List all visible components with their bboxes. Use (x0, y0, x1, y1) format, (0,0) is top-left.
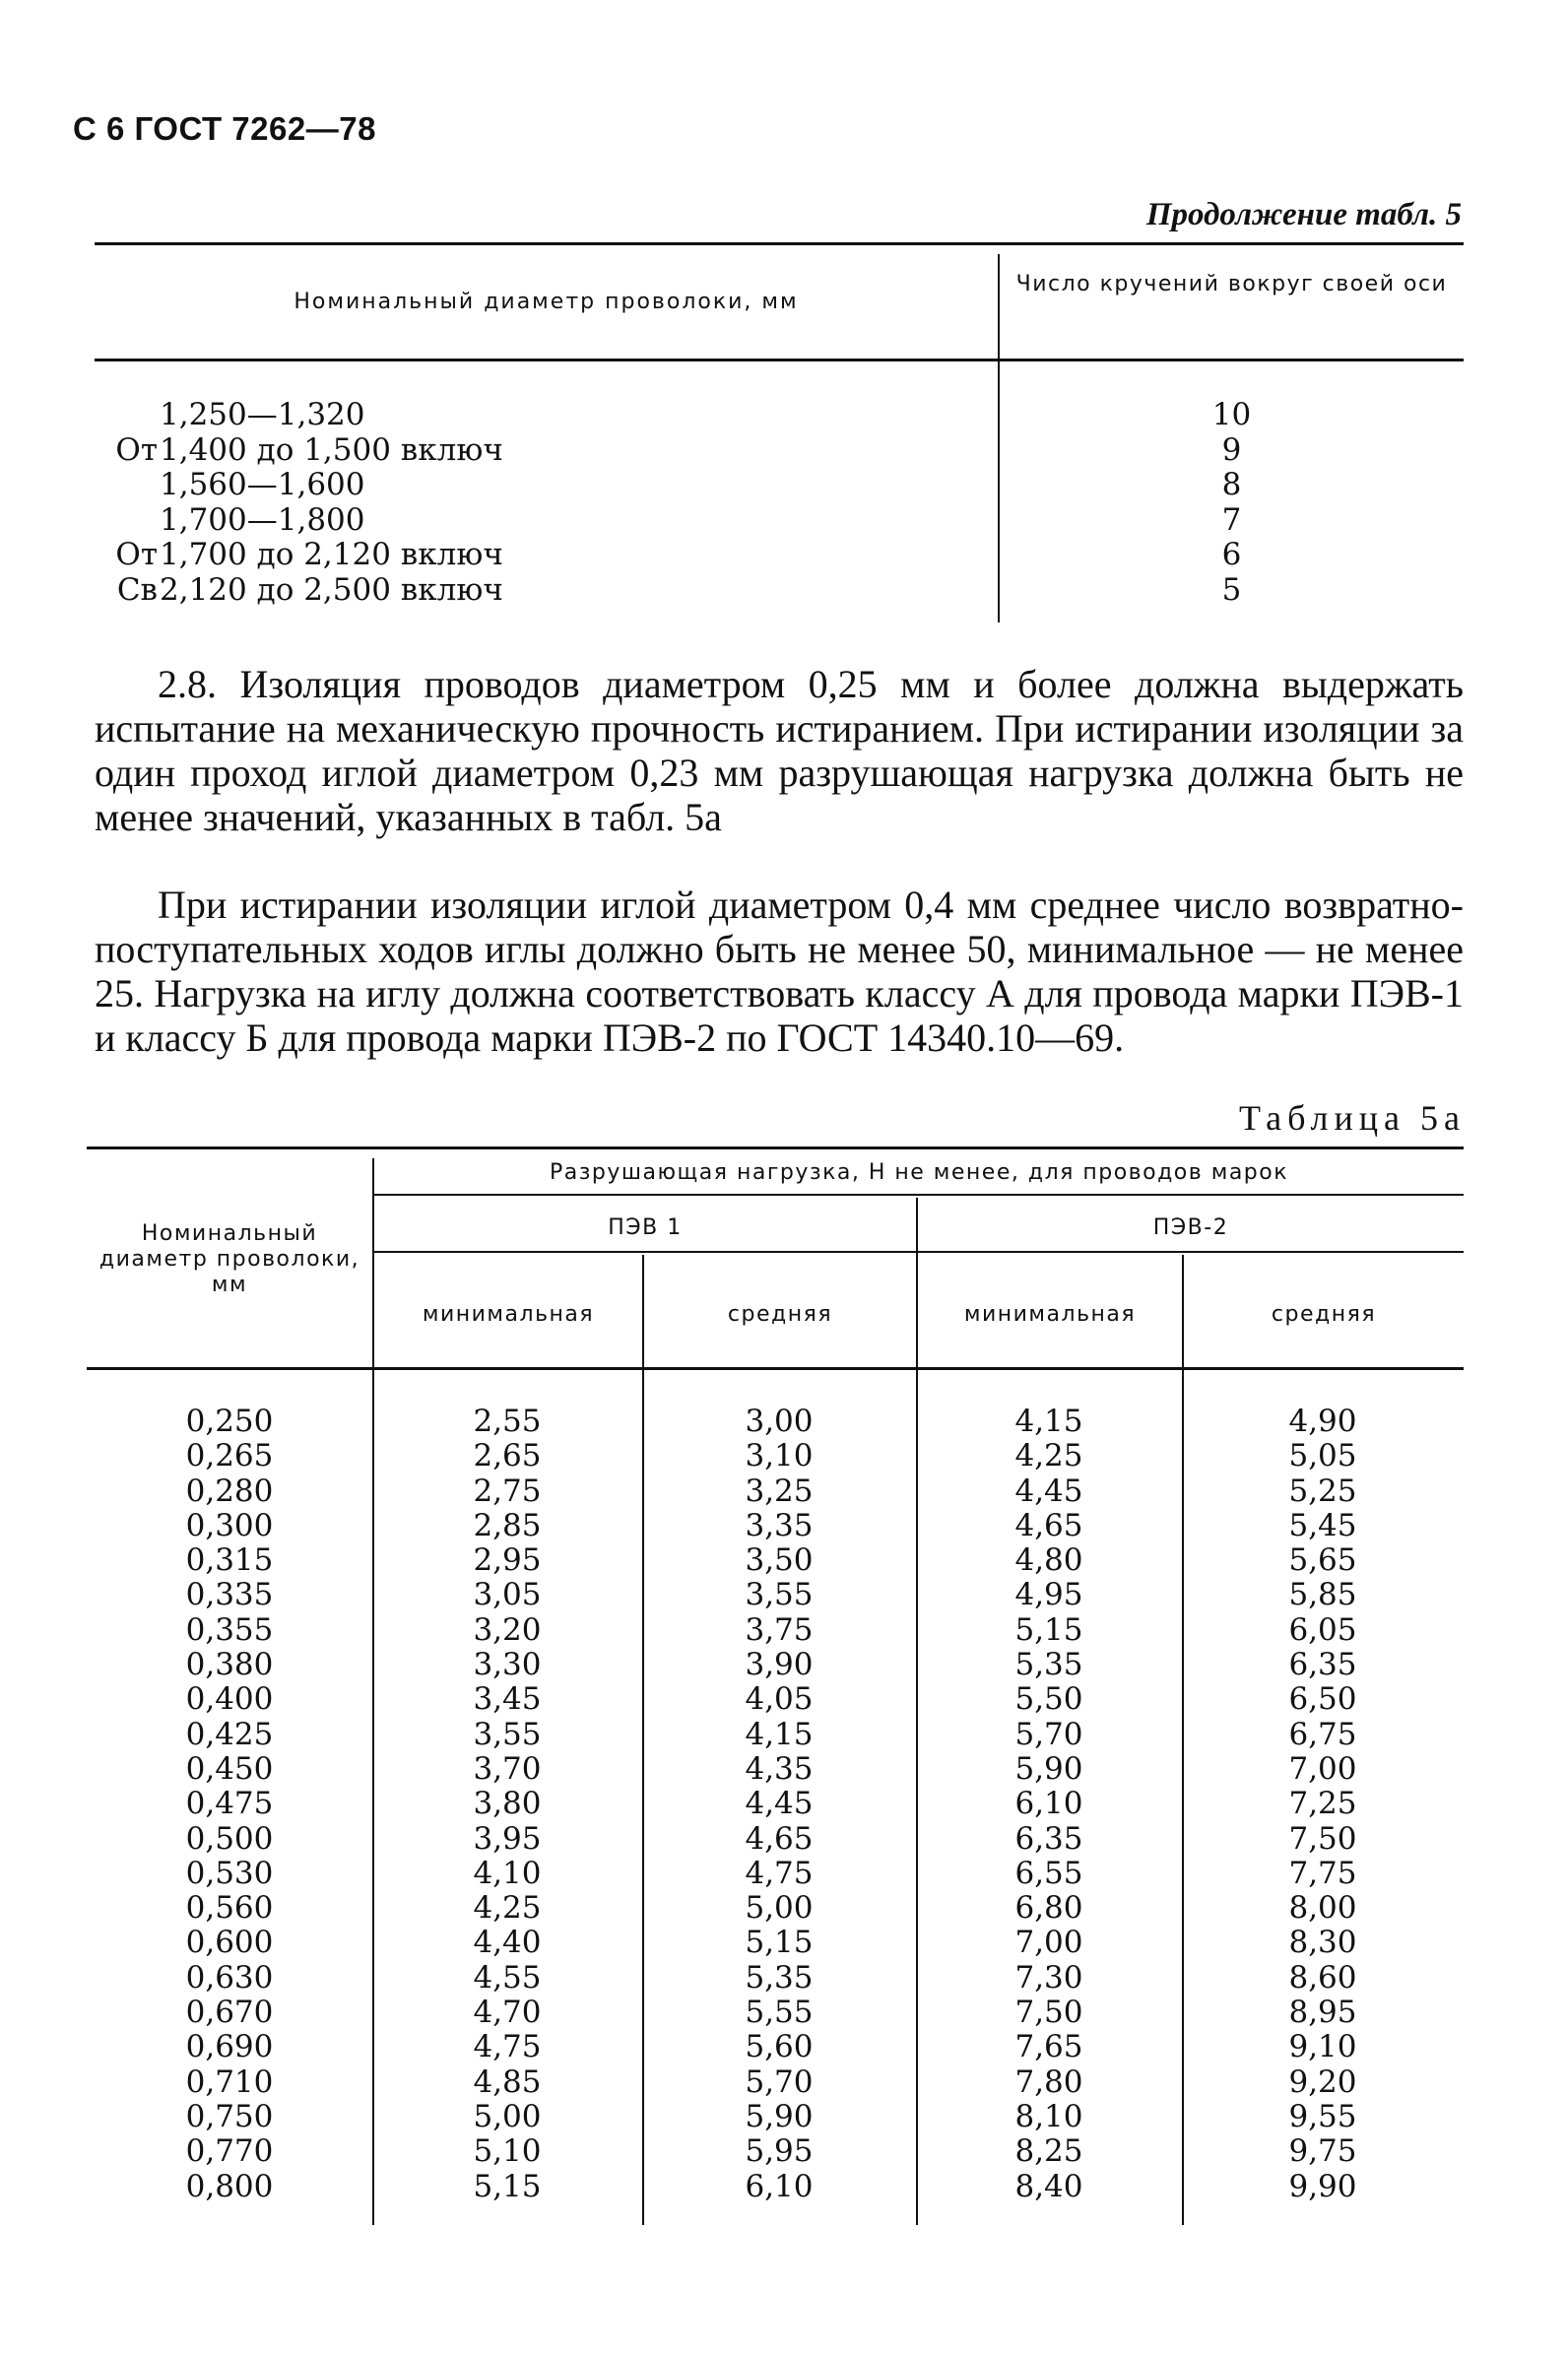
twist-count: 10 (1211, 397, 1252, 432)
diameter-range: 1,700 до 2,120 включ (160, 537, 503, 572)
table-row (87, 1822, 1464, 1857)
table-row (95, 538, 1464, 573)
pev1-avg-cell: 4,75 (745, 1855, 814, 1891)
paragraph-2-8: 2.8. Изоляция проводов диаметром 0,25 мм и более должна выдержать испытание на механическую прочность истиранием. При истирании изоляции за один проход иглой диаметром 0,23 мм разрушающая нагрузка должна быть не менее значений, указанных в табл. 5а (95, 662, 1464, 839)
pev1-avg-cell: 4,35 (745, 1750, 814, 1787)
diameter-cell: 0,800 (185, 2168, 274, 2204)
diameter-cell: 0,250 (185, 1404, 274, 1439)
pev1-min-cell: 3,30 (473, 1647, 542, 1683)
pev1-avg-cell: 5,15 (745, 1925, 814, 1961)
table-row (87, 1543, 1464, 1578)
pev2-min-cell: 8,10 (1014, 2098, 1083, 2134)
pev2-avg-cell: 4,90 (1288, 1404, 1357, 1439)
pev2-avg-cell: 9,55 (1288, 2098, 1357, 2134)
pev2-min-cell: 7,30 (1014, 1959, 1083, 1996)
pev2-avg-cell: 8,30 (1288, 1925, 1357, 1961)
table-row (87, 1891, 1464, 1926)
twist-count: 6 (1221, 537, 1242, 572)
pev1-avg-cell: 3,25 (745, 1473, 814, 1509)
diameter-range: 1,250—1,320 (160, 397, 365, 432)
group-header-load: Разрушающая нагрузка, Н не менее, для проводов марок (549, 1160, 1289, 1185)
diameter-cell: 0,355 (185, 1611, 274, 1648)
diameter-cell: 0,600 (185, 1925, 274, 1961)
pev2-avg-cell: 7,75 (1288, 1855, 1357, 1891)
pev2-min-cell: 4,65 (1014, 1507, 1083, 1543)
pev1-min-cell: 4,75 (473, 2029, 542, 2065)
pev2-min-cell: 6,80 (1014, 1890, 1083, 1927)
pev2-avg-cell: 5,45 (1288, 1507, 1357, 1543)
table-5a-label: Таблица 5а (1239, 1098, 1466, 1138)
table-rule (95, 359, 1464, 361)
table-row (87, 1648, 1464, 1682)
pev1-avg-cell: 5,95 (745, 2133, 814, 2170)
pev1-avg-cell: 4,15 (745, 1716, 814, 1752)
pev1-min-cell: 3,05 (473, 1577, 542, 1613)
table-row (95, 398, 1464, 433)
table-row (87, 1578, 1464, 1612)
diameter-cell: 0,770 (185, 2133, 274, 2170)
pev2-min-cell: 7,50 (1014, 1995, 1083, 2031)
subheader-min-pev2: минимальная (963, 1302, 1137, 1327)
table-row (87, 1752, 1464, 1787)
diameter-cell: 0,690 (185, 2029, 274, 2065)
subheader-min-pev1: минимальная (422, 1302, 595, 1327)
pev2-avg-cell: 6,75 (1288, 1716, 1357, 1752)
pev1-min-cell: 5,15 (473, 2168, 542, 2204)
diameter-cell: 0,380 (185, 1647, 274, 1683)
brand-header-pev1: ПЭВ 1 (608, 1215, 683, 1240)
subheader-avg-pev2: средняя (1271, 1302, 1377, 1327)
pev1-min-cell: 5,10 (473, 2133, 542, 2170)
twist-count: 5 (1221, 571, 1242, 608)
twist-count: 9 (1221, 431, 1242, 468)
pev2-min-cell: 8,25 (1014, 2133, 1083, 2170)
pev1-min-cell: 4,25 (473, 1890, 542, 1927)
table-row (87, 2170, 1464, 2204)
subheader-avg-pev1: средняя (727, 1302, 833, 1327)
diameter-cell: 0,710 (185, 2063, 274, 2100)
pev2-avg-cell: 5,65 (1288, 1542, 1357, 1579)
pev1-min-cell: 2,65 (473, 1438, 542, 1474)
standard-header: С 6 ГОСТ 7262—78 (73, 110, 376, 147)
pev1-avg-cell: 3,75 (745, 1611, 814, 1648)
table-continuation-label: Продолжение табл. 5 (1145, 197, 1462, 232)
diameter-cell: 0,630 (185, 1959, 274, 1996)
pev1-avg-cell: 5,35 (745, 1959, 814, 1996)
row-prefix: Св (116, 571, 158, 608)
table-row (87, 2134, 1464, 2169)
pev2-min-cell: 5,50 (1014, 1681, 1083, 1718)
pev2-avg-cell: 6,35 (1288, 1647, 1357, 1683)
table-row (95, 468, 1464, 503)
pev2-min-cell: 6,35 (1014, 1820, 1083, 1857)
diameter-cell: 0,400 (185, 1681, 274, 1718)
pev1-avg-cell: 3,55 (745, 1577, 814, 1613)
table-row (87, 1613, 1464, 1648)
pev1-avg-cell: 3,10 (745, 1438, 814, 1474)
pev1-avg-cell: 5,00 (745, 1890, 814, 1927)
table-rule (372, 1251, 1464, 1253)
pev2-avg-cell: 5,05 (1288, 1438, 1357, 1474)
pev1-avg-cell: 4,05 (745, 1681, 814, 1718)
table-rule (87, 1146, 1464, 1149)
pev1-min-cell: 4,70 (473, 1995, 542, 2031)
pev1-avg-cell: 5,70 (745, 2063, 814, 2100)
pev2-avg-cell: 9,90 (1288, 2168, 1357, 2204)
pev2-avg-cell: 7,25 (1288, 1786, 1357, 1822)
table-row (87, 1961, 1464, 1996)
table-5a-body (87, 1405, 1464, 2204)
pev2-avg-cell: 6,50 (1288, 1681, 1357, 1718)
table-row (87, 1474, 1464, 1509)
pev1-min-cell: 2,85 (473, 1507, 542, 1543)
pev2-avg-cell: 7,50 (1288, 1820, 1357, 1857)
diameter-range: 1,400 до 1,500 включ (160, 431, 503, 468)
pev1-avg-cell: 5,55 (745, 1995, 814, 2031)
pev2-min-cell: 4,45 (1014, 1473, 1083, 1509)
pev1-min-cell: 5,00 (473, 2098, 542, 2134)
pev1-min-cell: 2,95 (473, 1542, 542, 1579)
diameter-cell: 0,670 (185, 1995, 274, 2031)
table-rule (372, 1194, 1464, 1196)
diameter-cell: 0,750 (185, 2098, 274, 2134)
pev2-min-cell: 8,40 (1014, 2168, 1083, 2204)
pev1-min-cell: 3,70 (473, 1750, 542, 1787)
table-row (95, 573, 1464, 609)
pev2-avg-cell: 8,95 (1288, 1995, 1357, 2031)
pev2-avg-cell: 9,10 (1288, 2029, 1357, 2065)
table-5-body (95, 398, 1464, 608)
diameter-cell: 0,530 (185, 1855, 274, 1891)
pev2-avg-cell: 9,75 (1288, 2133, 1357, 2170)
table-row (87, 1857, 1464, 1891)
pev1-min-cell: 4,55 (473, 1959, 542, 1996)
table-rule (95, 242, 1464, 245)
pev1-avg-cell: 4,65 (745, 1820, 814, 1857)
diameter-cell: 0,335 (185, 1577, 274, 1613)
pev1-min-cell: 3,95 (473, 1820, 542, 1857)
table-row (95, 433, 1464, 469)
diameter-cell: 0,280 (185, 1473, 274, 1509)
pev2-min-cell: 4,25 (1014, 1438, 1083, 1474)
row-prefix: От (115, 537, 158, 572)
pev2-min-cell: 4,95 (1014, 1577, 1083, 1613)
pev2-avg-cell: 5,25 (1288, 1473, 1357, 1509)
pev2-min-cell: 5,15 (1014, 1611, 1083, 1648)
table-row (87, 1682, 1464, 1717)
table-row (87, 2065, 1464, 2100)
diameter-cell: 0,265 (185, 1438, 274, 1474)
table-row (87, 1439, 1464, 1473)
pev1-min-cell: 2,55 (473, 1404, 542, 1439)
diameter-cell: 0,450 (185, 1750, 274, 1787)
pev2-min-cell: 7,00 (1014, 1925, 1083, 1961)
table-row (87, 1996, 1464, 2030)
table-row (87, 1509, 1464, 1543)
diameter-cell: 0,475 (185, 1786, 274, 1822)
table-row (87, 1718, 1464, 1752)
diameter-range: 1,700—1,800 (160, 501, 365, 538)
pev1-min-cell: 3,45 (473, 1681, 542, 1718)
diameter-range: 2,120 до 2,500 включ (160, 571, 503, 608)
pev1-min-cell: 3,20 (473, 1611, 542, 1648)
pev2-min-cell: 7,80 (1014, 2063, 1083, 2100)
diameter-cell: 0,500 (185, 1820, 274, 1857)
diameter-cell: 0,425 (185, 1716, 274, 1752)
pev1-avg-cell: 3,00 (745, 1404, 814, 1439)
pev1-avg-cell: 6,10 (745, 2168, 814, 2204)
pev1-avg-cell: 3,90 (745, 1647, 814, 1683)
pev2-min-cell: 6,55 (1014, 1855, 1083, 1891)
pev2-min-cell: 5,35 (1014, 1647, 1083, 1683)
pev1-avg-cell: 4,45 (745, 1786, 814, 1822)
pev1-avg-cell: 3,50 (745, 1542, 814, 1579)
pev1-avg-cell: 3,35 (745, 1507, 814, 1543)
pev1-min-cell: 4,10 (473, 1855, 542, 1891)
pev1-min-cell: 4,40 (473, 1925, 542, 1961)
pev2-min-cell: 4,80 (1014, 1542, 1083, 1579)
column-header-twists: Число кручений вокруг своей оси (1015, 272, 1448, 296)
twist-count: 7 (1221, 501, 1242, 538)
pev2-min-cell: 5,90 (1014, 1750, 1083, 1787)
pev2-avg-cell: 5,85 (1288, 1577, 1357, 1613)
pev2-min-cell: 7,65 (1014, 2029, 1083, 2065)
pev1-min-cell: 3,55 (473, 1716, 542, 1752)
table-row (87, 1787, 1464, 1821)
pev1-min-cell: 4,85 (473, 2063, 542, 2100)
table-row (95, 503, 1464, 539)
twist-count: 8 (1221, 467, 1242, 502)
table-row (87, 2030, 1464, 2064)
table-row (87, 1405, 1464, 1439)
column-header-diameter: Номинальный диаметр проволоки, мм (98, 1221, 360, 1297)
pev2-avg-cell: 6,05 (1288, 1611, 1357, 1648)
pev1-min-cell: 3,80 (473, 1786, 542, 1822)
pev1-min-cell: 2,75 (473, 1473, 542, 1509)
column-header-diameter: Номинальный диаметр проволоки, мм (294, 290, 799, 314)
pev1-avg-cell: 5,60 (745, 2029, 814, 2065)
table-row (87, 2100, 1464, 2134)
table-rule (87, 1367, 1464, 1370)
brand-header-pev2: ПЭВ-2 (1152, 1215, 1229, 1240)
paragraph-abrasion-needle: При истирании изоляции иглой диаметром 0,4 мм среднее число возвратно-поступательных ходов иглы должно быть не менее 50, минимальное — не менее 25. Нагрузка на иглу должна соответствовать классу А для провода марки ПЭВ-1 и классу Б для провода марки ПЭВ-2 по ГОСТ 14340.10—69. (95, 883, 1464, 1060)
table-row (87, 1926, 1464, 1960)
diameter-range: 1,560—1,600 (160, 467, 365, 502)
pev2-avg-cell: 8,60 (1288, 1959, 1357, 1996)
pev2-min-cell: 5,70 (1014, 1716, 1083, 1752)
pev1-avg-cell: 5,90 (745, 2098, 814, 2134)
diameter-cell: 0,560 (185, 1890, 274, 1927)
pev2-avg-cell: 8,00 (1288, 1890, 1357, 1927)
pev2-min-cell: 4,15 (1014, 1404, 1083, 1439)
pev2-avg-cell: 7,00 (1288, 1750, 1357, 1787)
pev2-avg-cell: 9,20 (1288, 2063, 1357, 2100)
table-5a (87, 1146, 1464, 2225)
pev2-min-cell: 6,10 (1014, 1786, 1083, 1822)
row-prefix: От (115, 431, 158, 468)
diameter-cell: 0,315 (185, 1542, 274, 1579)
diameter-cell: 0,300 (185, 1507, 274, 1543)
